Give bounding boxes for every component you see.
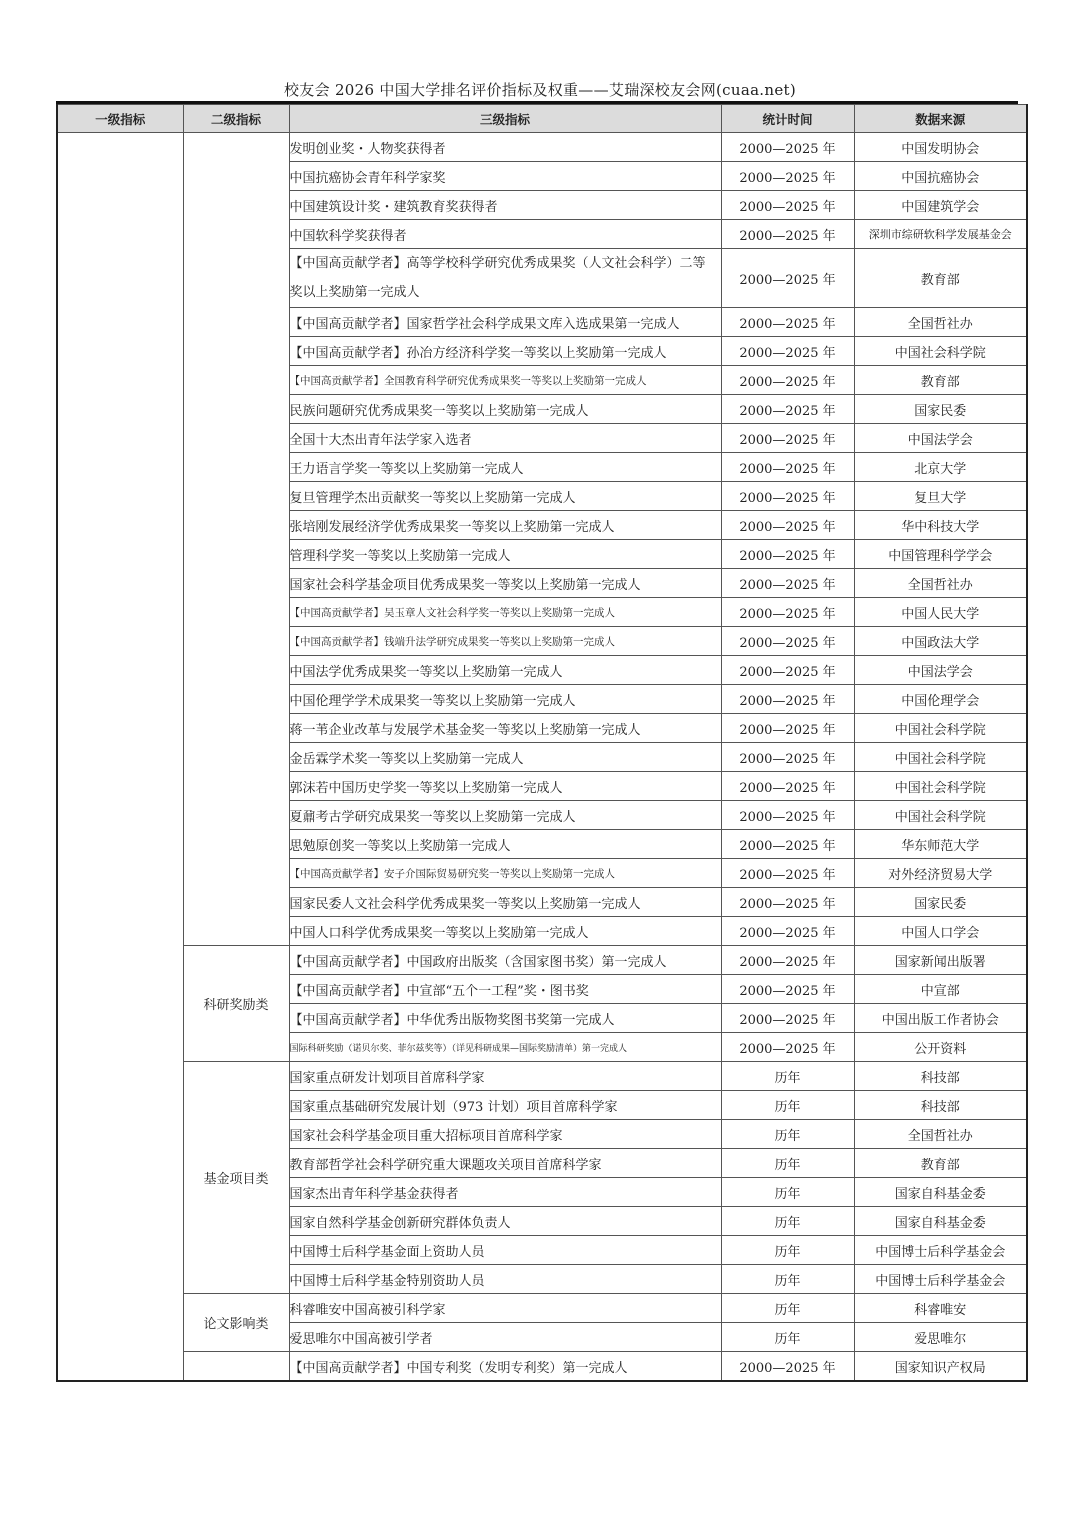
source-cell: 中国法学会 <box>854 656 1027 685</box>
indicator-cell: 国际科研奖励（诺贝尔奖、菲尔兹奖等）（详见科研成果—国际奖励清单）第一完成人 <box>289 1033 721 1062</box>
indicator-cell: 【中国高贡献学者】高等学校科学研究优秀成果奖（人文社会科学）二等奖以上奖励第一完成人 <box>289 249 721 308</box>
source-cell: 中国法学会 <box>854 424 1027 453</box>
indicator-cell: 国家社会科学基金项目重大招标项目首席科学家 <box>289 1120 721 1149</box>
table-row <box>57 946 1027 975</box>
source-cell: 中国社会科学院 <box>854 743 1027 772</box>
period-cell: 2000—2025 年 <box>721 308 854 337</box>
indicator-cell: 全国十大杰出青年法学家入选者 <box>289 424 721 453</box>
period-cell: 2000—2025 年 <box>721 714 854 743</box>
source-cell: 中国伦理学会 <box>854 685 1027 714</box>
indicator-cell: 金岳霖学术奖一等奖以上奖励第一完成人 <box>289 743 721 772</box>
source-cell: 中国社会科学院 <box>854 714 1027 743</box>
indicator-cell: 中国抗癌协会青年科学家奖 <box>289 162 721 191</box>
period-cell: 历年 <box>721 1149 854 1178</box>
indicator-cell: 【中国高贡献学者】吴玉章人文社会科学奖一等奖以上奖励第一完成人 <box>289 598 721 627</box>
header-level1: 一级指标 <box>57 105 183 133</box>
indicator-cell: 中国软科学奖获得者 <box>289 220 721 249</box>
indicator-cell: 国家自然科学基金创新研究群体负责人 <box>289 1207 721 1236</box>
indicator-cell: 【中国高贡献学者】钱端升法学研究成果奖一等奖以上奖励第一完成人 <box>289 627 721 656</box>
indicator-cell: 复旦管理学杰出贡献奖一等奖以上奖励第一完成人 <box>289 482 721 511</box>
source-cell: 中国社会科学院 <box>854 801 1027 830</box>
indicator-cell: 中国博士后科学基金特别资助人员 <box>289 1265 721 1294</box>
indicator-cell: 【中国高贡献学者】孙冶方经济科学奖一等奖以上奖励第一完成人 <box>289 337 721 366</box>
indicator-cell: 中国伦理学学术成果奖一等奖以上奖励第一完成人 <box>289 685 721 714</box>
period-cell: 2000—2025 年 <box>721 191 854 220</box>
source-cell: 深圳市综研软科学发展基金会 <box>854 220 1027 249</box>
table-row <box>57 1062 1027 1091</box>
period-cell: 历年 <box>721 1294 854 1323</box>
source-cell: 北京大学 <box>854 453 1027 482</box>
period-cell: 2000—2025 年 <box>721 859 854 888</box>
period-cell: 2000—2025 年 <box>721 627 854 656</box>
source-cell: 中国人民大学 <box>854 598 1027 627</box>
period-cell: 2000—2025 年 <box>721 540 854 569</box>
source-cell: 爱思唯尔 <box>854 1323 1027 1352</box>
period-cell: 2000—2025 年 <box>721 1033 854 1062</box>
source-cell: 华中科技大学 <box>854 511 1027 540</box>
source-cell: 国家知识产权局 <box>854 1352 1027 1382</box>
source-cell: 国家新闻出版署 <box>854 946 1027 975</box>
period-cell: 2000—2025 年 <box>721 366 854 395</box>
header-period: 统计时间 <box>721 105 854 133</box>
period-cell: 历年 <box>721 1207 854 1236</box>
period-cell: 2000—2025 年 <box>721 133 854 162</box>
header-source: 数据来源 <box>854 105 1027 133</box>
document-title: 校友会 2026 中国大学排名评价指标及权重——艾瑞深校友会网(cuaa.net) <box>284 81 796 99</box>
indicator-cell: 蒋一苇企业改革与发展学术基金奖一等奖以上奖励第一完成人 <box>289 714 721 743</box>
period-cell: 历年 <box>721 1120 854 1149</box>
source-cell: 华东师范大学 <box>854 830 1027 859</box>
source-cell: 中国管理科学学会 <box>854 540 1027 569</box>
source-cell: 国家民委 <box>854 888 1027 917</box>
period-cell: 2000—2025 年 <box>721 830 854 859</box>
source-cell: 中国社会科学院 <box>854 772 1027 801</box>
indicator-cell: 中国法学优秀成果奖一等奖以上奖励第一完成人 <box>289 656 721 685</box>
indicator-cell: 发明创业奖・人物奖获得者 <box>289 133 721 162</box>
indicator-cell: 夏鼐考古学研究成果奖一等奖以上奖励第一完成人 <box>289 801 721 830</box>
indicator-cell: 中国博士后科学基金面上资助人员 <box>289 1236 721 1265</box>
period-cell: 2000—2025 年 <box>721 685 854 714</box>
source-cell: 中宣部 <box>854 975 1027 1004</box>
period-cell: 2000—2025 年 <box>721 917 854 946</box>
period-cell: 历年 <box>721 1236 854 1265</box>
period-cell: 2000—2025 年 <box>721 162 854 191</box>
indicator-cell: 民族问题研究优秀成果奖一等奖以上奖励第一完成人 <box>289 395 721 424</box>
indicator-cell: 科睿唯安中国高被引科学家 <box>289 1294 721 1323</box>
period-cell: 2000—2025 年 <box>721 946 854 975</box>
period-cell: 2000—2025 年 <box>721 337 854 366</box>
source-cell: 中国发明协会 <box>854 133 1027 162</box>
period-cell: 2000—2025 年 <box>721 424 854 453</box>
period-cell: 2000—2025 年 <box>721 772 854 801</box>
source-cell: 全国哲社办 <box>854 308 1027 337</box>
indicator-cell: 国家重点研发计划项目首席科学家 <box>289 1062 721 1091</box>
indicator-cell: 国家杰出青年科学基金获得者 <box>289 1178 721 1207</box>
period-cell: 2000—2025 年 <box>721 801 854 830</box>
source-cell: 科技部 <box>854 1062 1027 1091</box>
level2-cell <box>183 1352 289 1382</box>
source-cell: 中国政法大学 <box>854 627 1027 656</box>
header-level2: 二级指标 <box>183 105 289 133</box>
source-cell: 全国哲社办 <box>854 1120 1027 1149</box>
indicator-cell: 【中国高贡献学者】中国政府出版奖（含国家图书奖）第一完成人 <box>289 946 721 975</box>
indicator-cell: 【中国高贡献学者】中国专利奖（发明专利奖）第一完成人 <box>289 1352 721 1382</box>
source-cell: 中国建筑学会 <box>854 191 1027 220</box>
source-cell: 中国抗癌协会 <box>854 162 1027 191</box>
source-cell: 国家自科基金委 <box>854 1178 1027 1207</box>
indicator-cell: 郭沫若中国历史学奖一等奖以上奖励第一完成人 <box>289 772 721 801</box>
period-cell: 2000—2025 年 <box>721 220 854 249</box>
indicator-cell: 国家重点基础研究发展计划（973 计划）项目首席科学家 <box>289 1091 721 1120</box>
indicator-cell: 管理科学奖一等奖以上奖励第一完成人 <box>289 540 721 569</box>
source-cell: 对外经济贸易大学 <box>854 859 1027 888</box>
level2-cell: 论文影响类 <box>183 1294 289 1352</box>
period-cell: 历年 <box>721 1091 854 1120</box>
header-row <box>57 105 1027 133</box>
period-cell: 2000—2025 年 <box>721 1352 854 1382</box>
table-row <box>57 1294 1027 1323</box>
level1-cell <box>57 133 183 1382</box>
period-cell: 历年 <box>721 1323 854 1352</box>
source-cell: 教育部 <box>854 249 1027 308</box>
period-cell: 2000—2025 年 <box>721 888 854 917</box>
indicator-cell: 张培刚发展经济学优秀成果奖一等奖以上奖励第一完成人 <box>289 511 721 540</box>
table-body <box>57 133 1027 1382</box>
source-cell: 全国哲社办 <box>854 569 1027 598</box>
indicator-cell: 【中国高贡献学者】中宣部“五个一工程”奖・图书奖 <box>289 975 721 1004</box>
source-cell: 中国博士后科学基金会 <box>854 1236 1027 1265</box>
indicator-cell: 国家社会科学基金项目优秀成果奖一等奖以上奖励第一完成人 <box>289 569 721 598</box>
period-cell: 历年 <box>721 1265 854 1294</box>
indicator-cell: 【中国高贡献学者】全国教育科学研究优秀成果奖一等奖以上奖励第一完成人 <box>289 366 721 395</box>
period-cell: 历年 <box>721 1062 854 1091</box>
source-cell: 科睿唯安 <box>854 1294 1027 1323</box>
header-level3: 三级指标 <box>289 105 721 133</box>
indicator-cell: 【中国高贡献学者】中华优秀出版物奖图书奖第一完成人 <box>289 1004 721 1033</box>
period-cell: 2000—2025 年 <box>721 656 854 685</box>
source-cell: 中国博士后科学基金会 <box>854 1265 1027 1294</box>
source-cell: 国家民委 <box>854 395 1027 424</box>
level2-cell <box>183 133 289 946</box>
period-cell: 2000—2025 年 <box>721 249 854 308</box>
period-cell: 2000—2025 年 <box>721 569 854 598</box>
period-cell: 2000—2025 年 <box>721 395 854 424</box>
period-cell: 2000—2025 年 <box>721 598 854 627</box>
source-cell: 科技部 <box>854 1091 1027 1120</box>
source-cell: 教育部 <box>854 366 1027 395</box>
source-cell: 教育部 <box>854 1149 1027 1178</box>
source-cell: 复旦大学 <box>854 482 1027 511</box>
source-cell: 国家自科基金委 <box>854 1207 1027 1236</box>
period-cell: 2000—2025 年 <box>721 453 854 482</box>
indicator-cell: 国家民委人文社会科学优秀成果奖一等奖以上奖励第一完成人 <box>289 888 721 917</box>
period-cell: 2000—2025 年 <box>721 511 854 540</box>
period-cell: 2000—2025 年 <box>721 743 854 772</box>
table-row <box>57 1352 1027 1382</box>
period-cell: 2000—2025 年 <box>721 1004 854 1033</box>
indicator-cell: 爱思唯尔中国高被引学者 <box>289 1323 721 1352</box>
source-cell: 中国人口学会 <box>854 917 1027 946</box>
indicator-cell: 中国人口科学优秀成果奖一等奖以上奖励第一完成人 <box>289 917 721 946</box>
period-cell: 2000—2025 年 <box>721 482 854 511</box>
indicator-cell: 教育部哲学社会科学研究重大课题攻关项目首席科学家 <box>289 1149 721 1178</box>
source-cell: 中国出版工作者协会 <box>854 1004 1027 1033</box>
indicator-table <box>56 104 1028 1382</box>
indicator-cell: 中国建筑设计奖・建筑教育奖获得者 <box>289 191 721 220</box>
level2-cell: 基金项目类 <box>183 1062 289 1294</box>
period-cell: 2000—2025 年 <box>721 975 854 1004</box>
indicator-cell: 思勉原创奖一等奖以上奖励第一完成人 <box>289 830 721 859</box>
source-cell: 公开资料 <box>854 1033 1027 1062</box>
indicator-cell: 【中国高贡献学者】国家哲学社会科学成果文库入选成果第一完成人 <box>289 308 721 337</box>
indicator-cell: 王力语言学奖一等奖以上奖励第一完成人 <box>289 453 721 482</box>
source-cell: 中国社会科学院 <box>854 337 1027 366</box>
period-cell: 历年 <box>721 1178 854 1207</box>
indicator-cell: 【中国高贡献学者】安子介国际贸易研究奖一等奖以上奖励第一完成人 <box>289 859 721 888</box>
table-row <box>57 133 1027 162</box>
level2-cell: 科研奖励类 <box>183 946 289 1062</box>
